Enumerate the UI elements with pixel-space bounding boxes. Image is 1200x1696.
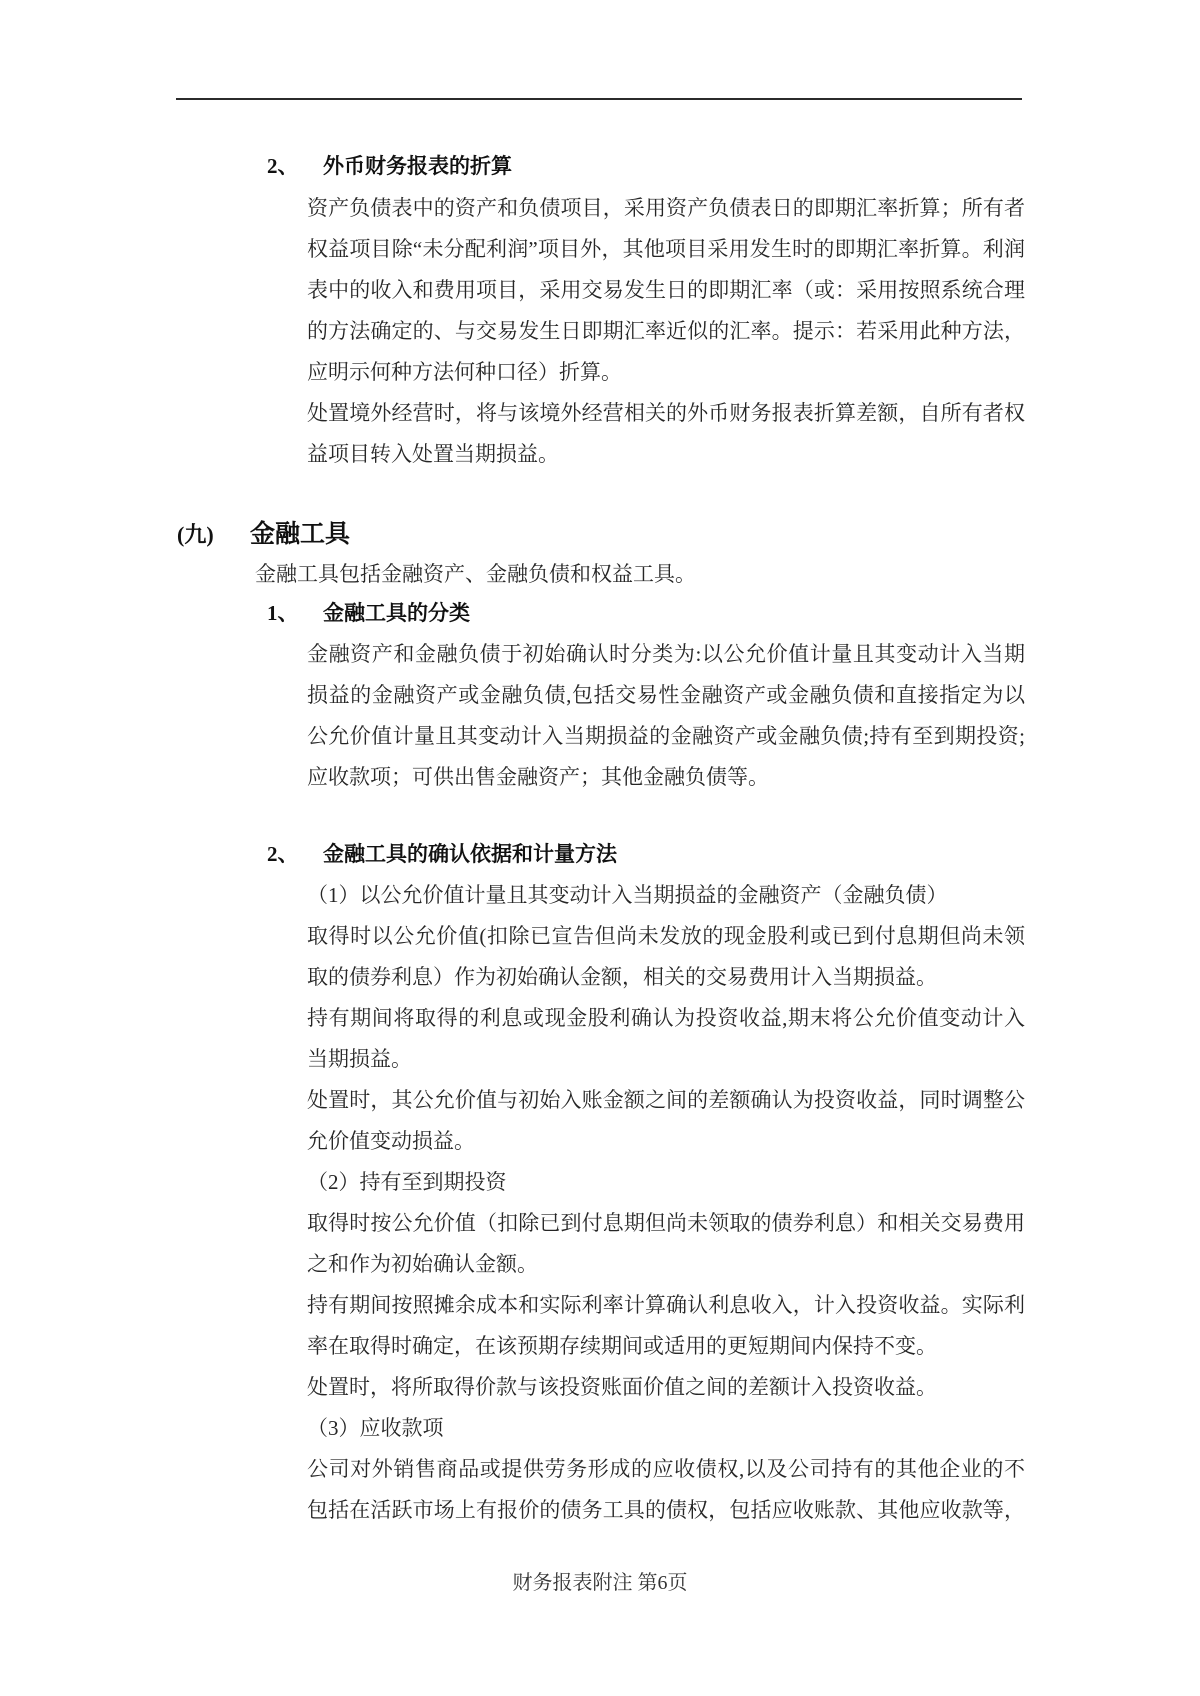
heading-title: 金融工具 [250, 521, 351, 548]
paragraph-line: 损益的金融资产或金融负债,包括交易性金融资产或金融负债和直接指定为以 [307, 683, 1025, 707]
paragraph-line: 权益项目除“未分配利润”项目外，其他项目采用发生时的即期汇率折算。利润 [307, 237, 1025, 261]
paragraph-line: （3）应收款项 [307, 1416, 444, 1440]
paragraph-line: 率在取得时确定，在该预期存续期间或适用的更短期间内保持不变。 [307, 1334, 937, 1358]
paragraph-line: 应明示何种方法何种口径）折算。 [307, 360, 622, 384]
paragraph-line: 持有期间将取得的利息或现金股利确认为投资收益,期末将公允价值变动计入 [307, 1006, 1025, 1030]
paragraph-line: 公司对外销售商品或提供劳务形成的应收债权,以及公司持有的其他企业的不 [307, 1457, 1025, 1481]
page-footer: 财务报表附注 第6页 [512, 1572, 688, 1594]
heading-number: (九) [177, 522, 214, 547]
paragraph-fi-classification [307, 634, 1025, 798]
heading-fi-classification [267, 593, 470, 634]
heading-fx-translation [267, 146, 512, 187]
heading-financial-instruments [177, 514, 350, 555]
paragraph-fi-intro: 金融工具包括金融资产、金融负债和权益工具。 [255, 562, 696, 586]
paragraph-line: 金融资产和金融负债于初始确认时分类为:以公允价值计量且其变动计入当期 [307, 642, 1025, 666]
heading-fi-measurement [267, 834, 617, 875]
paragraph-line: 取得时以公允价值(扣除已宣告但尚未发放的现金股利或已到付息期但尚未领 [307, 924, 1025, 948]
paragraph-line: 应收款项；可供出售金融资产；其他金融负债等。 [307, 765, 769, 789]
paragraph-line: 处置境外经营时，将与该境外经营相关的外币财务报表折算差额，自所有者权 [307, 401, 1025, 425]
paragraph-line: 允价值变动损益。 [307, 1129, 475, 1153]
paragraph-line: 取的债券利息）作为初始确认金额，相关的交易费用计入当期损益。 [307, 965, 937, 989]
heading-title: 金融工具的确认依据和计量方法 [323, 842, 617, 866]
paragraph-line: （1）以公允价值计量且其变动计入当期损益的金融资产（金融负债） [307, 883, 948, 907]
paragraph-line: 表中的收入和费用项目，采用交易发生日的即期汇率（或：采用按照系统合理 [307, 278, 1025, 302]
paragraph-fx-translation [307, 188, 1025, 475]
paragraph-line: 处置时，将所取得价款与该投资账面价值之间的差额计入投资收益。 [307, 1375, 937, 1399]
paragraph-line: 取得时按公允价值（扣除已到付息期但尚未领取的债券利息）和相关交易费用 [307, 1211, 1025, 1235]
paragraph-line: （2）持有至到期投资 [307, 1170, 507, 1194]
heading-number: 2、 [267, 842, 299, 866]
heading-number: 1、 [267, 601, 299, 625]
paragraph-line: 处置时，其公允价值与初始入账金额之间的差额确认为投资收益，同时调整公 [307, 1088, 1025, 1112]
paragraph-line: 之和作为初始确认金额。 [307, 1252, 538, 1276]
paragraph-line: 资产负债表中的资产和负债项目，采用资产负债表日的即期汇率折算；所有者 [307, 196, 1025, 220]
heading-title: 外币财务报表的折算 [323, 154, 512, 178]
heading-number: 2、 [267, 154, 299, 178]
paragraph-line: 益项目转入处置当期损益。 [307, 442, 559, 466]
paragraph-line: 的方法确定的、与交易发生日即期汇率近似的汇率。提示：若采用此种方法， [307, 319, 1025, 343]
paragraph-fi-measurement [307, 875, 1025, 1531]
paragraph-line: 包括在活跃市场上有报价的债务工具的债权，包括应收账款、其他应收款等， [307, 1498, 1025, 1522]
paragraph-line: 持有期间按照摊余成本和实际利率计算确认利息收入，计入投资收益。实际利 [307, 1293, 1025, 1317]
heading-title: 金融工具的分类 [323, 601, 470, 625]
header-rule [176, 98, 1022, 100]
paragraph-line: 当期损益。 [307, 1047, 412, 1071]
paragraph-line: 公允价值计量且其变动计入当期损益的金融资产或金融负债;持有至到期投资; [307, 724, 1025, 748]
